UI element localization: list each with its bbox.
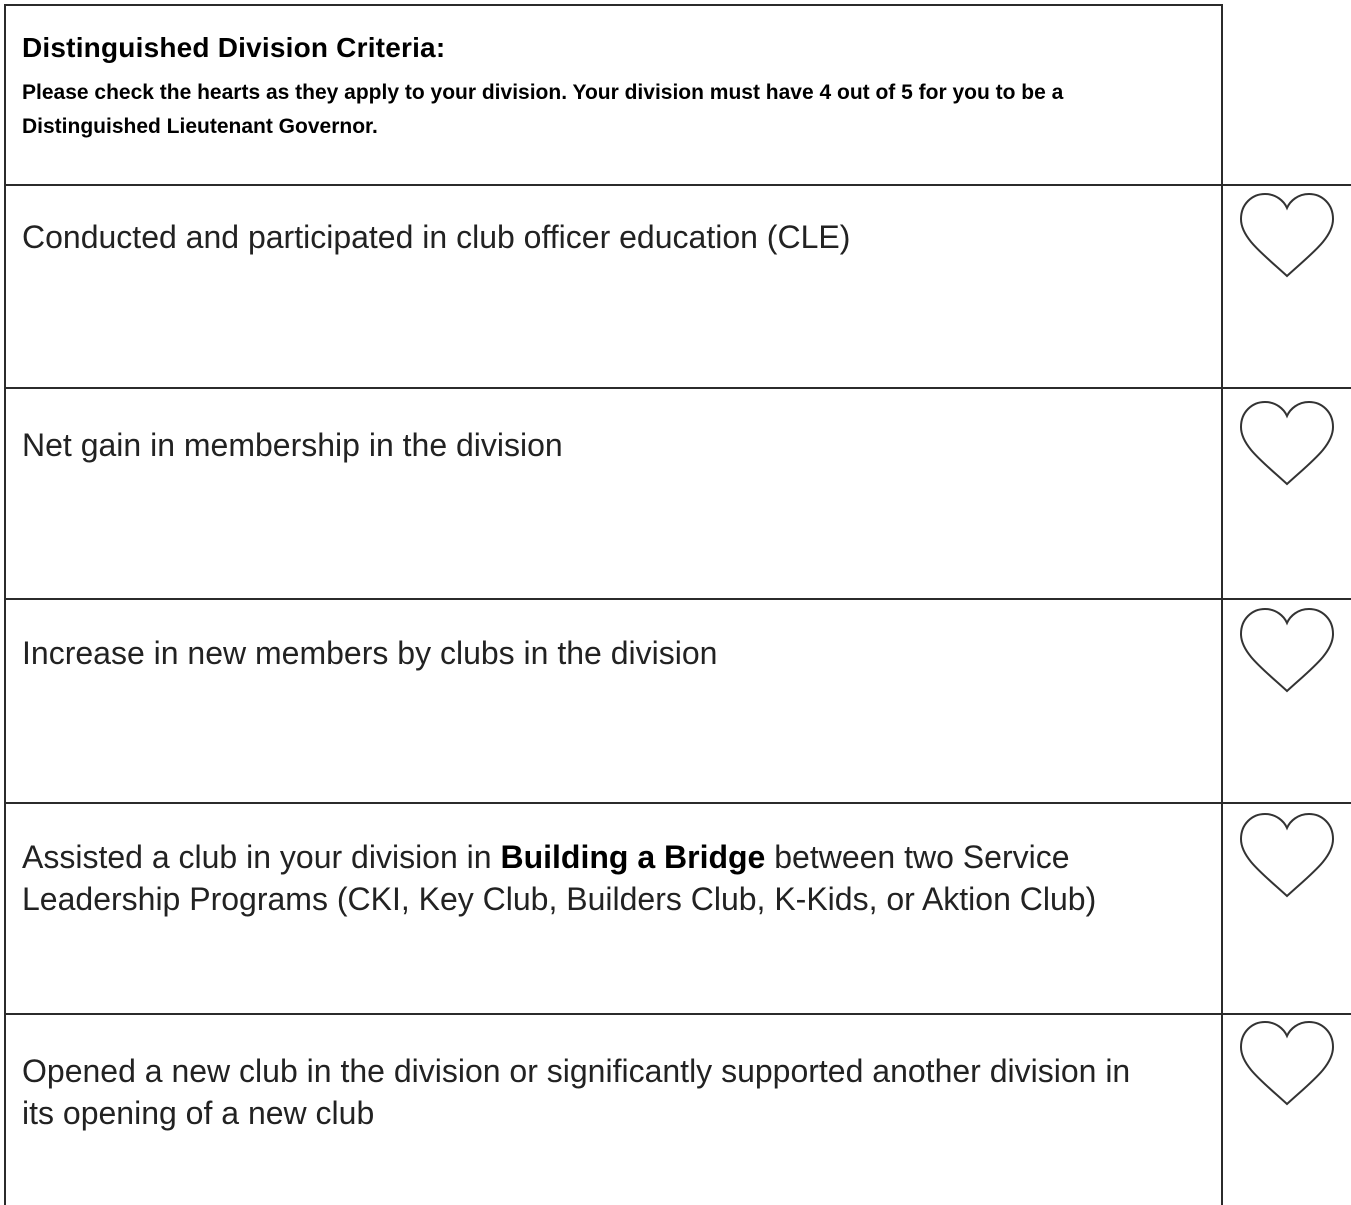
heart-outline-icon — [1239, 400, 1335, 488]
heart-outline-icon — [1239, 1020, 1335, 1108]
heart-outline-icon — [1239, 812, 1335, 900]
criteria-instructions: Please check the hearts as they apply to your division. Your division must have 4 out of 5 for you to be a Distinguished Lieutenant Governor. — [22, 81, 1064, 138]
heart-checkbox-2[interactable] — [1239, 400, 1335, 488]
row-divider-4 — [4, 802, 1351, 804]
table-left-border-lower — [4, 184, 6, 1100]
heart-checkbox-4[interactable] — [1239, 812, 1335, 900]
criterion-text-4-part-2: between two Service Leadership Programs (CKI, Key Club, Builders Club, K-Kids, or Aktion Club) — [22, 839, 1097, 917]
table-top-border — [4, 4, 1223, 6]
building-a-bridge-emphasis: Building a Bridge — [500, 839, 766, 875]
criterion-text-4 — [22, 836, 1142, 920]
criterion-text-5: Opened a new club in the division or significantly supported another division in its opening of a new club — [22, 1053, 1131, 1131]
table-left-border-tail — [4, 1100, 6, 1205]
row-divider-1 — [4, 184, 1351, 186]
heart-checkbox-1[interactable] — [1239, 192, 1335, 280]
criterion-text-4-part-1: Assisted a club in your division in — [22, 839, 501, 875]
heart-outline-icon — [1239, 192, 1335, 280]
row-divider-5 — [4, 1013, 1351, 1015]
criterion-text-1: Conducted and participated in club officer education (CLE) — [22, 219, 851, 255]
table-left-border — [4, 4, 6, 184]
heart-outline-icon — [1239, 607, 1335, 695]
criterion-text-2: Net gain in membership in the division — [22, 427, 563, 463]
row-divider-3 — [4, 598, 1351, 600]
heart-checkbox-5[interactable] — [1239, 1020, 1335, 1108]
criteria-heading: Distinguished Division Criteria: — [22, 32, 446, 63]
criterion-text-3: Increase in new members by clubs in the division — [22, 635, 718, 671]
heart-checkbox-3[interactable] — [1239, 607, 1335, 695]
row-divider-2 — [4, 387, 1351, 389]
